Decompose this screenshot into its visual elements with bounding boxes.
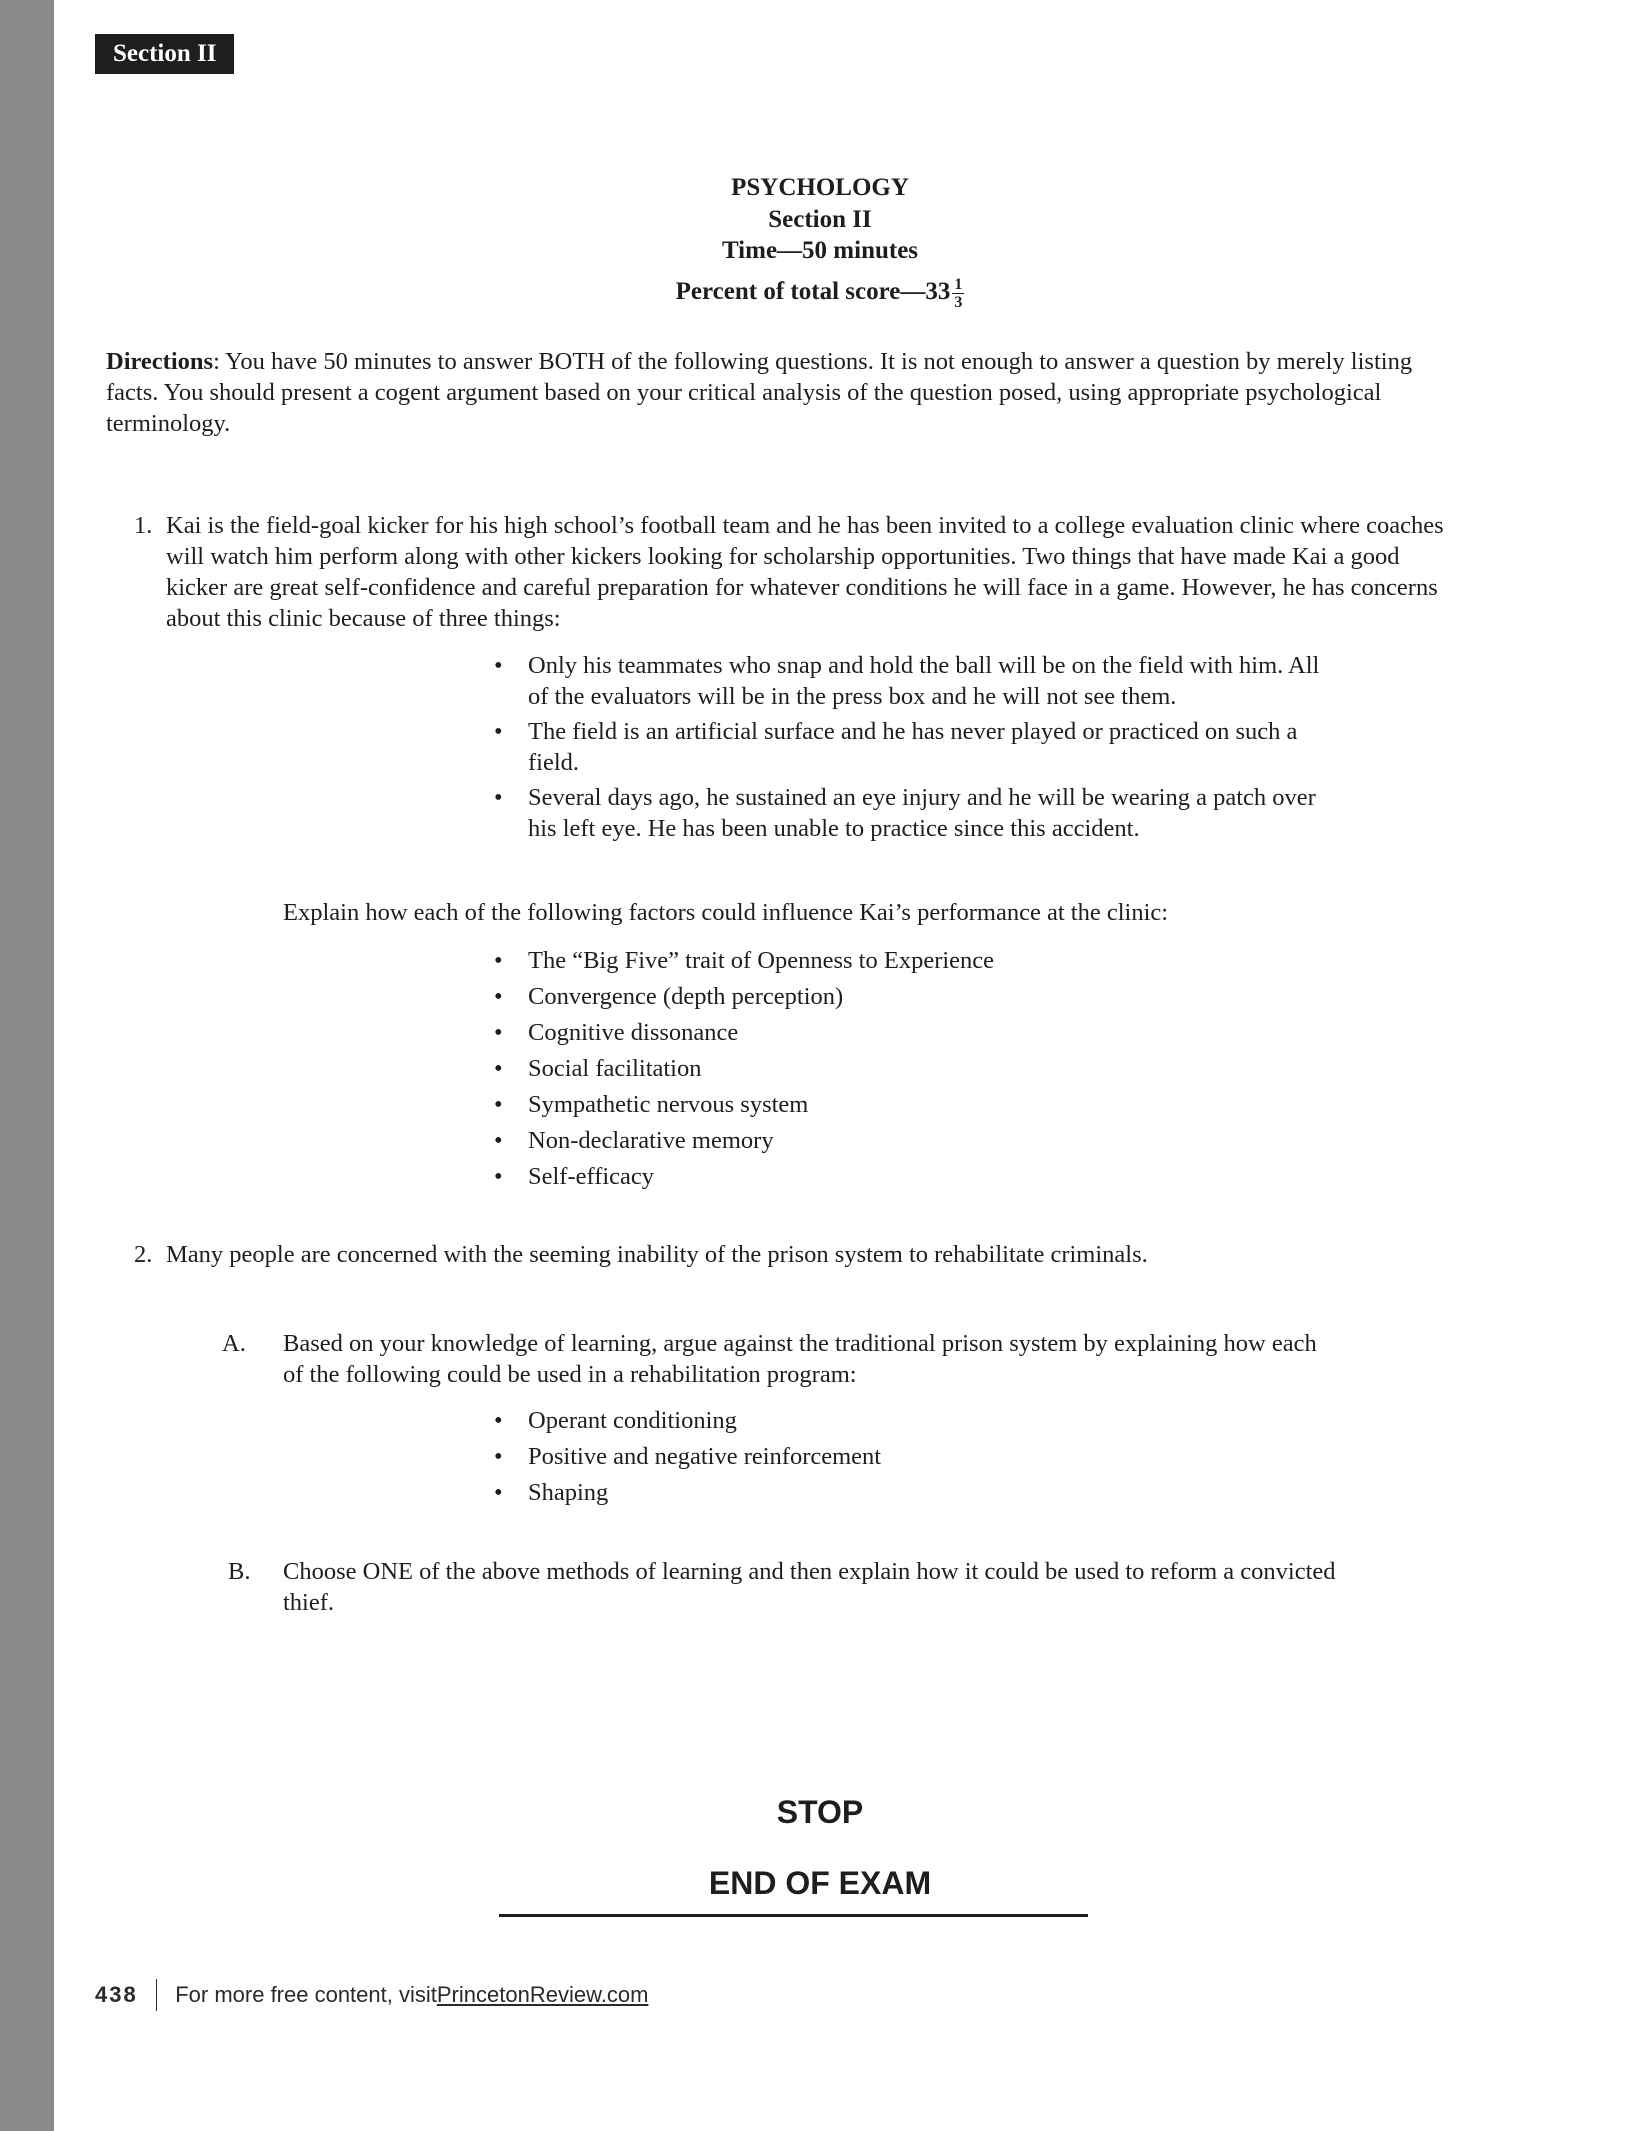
q2-part-b-label: B. <box>228 1558 251 1585</box>
end-of-exam-heading: END OF EXAM <box>708 1865 932 1901</box>
list-item: • Positive and negative reinforcement <box>492 1439 1292 1475</box>
percent-label: Percent of total score—33 <box>675 278 951 306</box>
q2-part-b-text: Choose ONE of the above methods of learning and then explain how it could be used to reform a convicted thief. <box>283 1558 1336 1616</box>
end-rule <box>499 1914 1088 1917</box>
list-item: • Non-declarative memory <box>492 1123 1292 1159</box>
list-item: • Operant conditioning <box>492 1403 1292 1439</box>
subject-heading: PSYCHOLOGY <box>731 174 909 201</box>
stop-heading: STOP <box>776 1794 864 1830</box>
list-item: • Only his teammates who snap and hold the ball will be on the field with him. All of the evaluators will be in the press box and he will not see them. <box>492 650 1342 712</box>
footer-divider <box>156 1979 158 2011</box>
section-heading: Section II <box>768 206 872 233</box>
directions <box>106 346 1466 439</box>
q1-factors-list <box>492 943 1292 1195</box>
q1-prompt: Explain how each of the following factors could influence Kai’s performance at the clinic: <box>283 899 1169 926</box>
directions-label: Directions <box>106 348 214 375</box>
directions-text: : You have 50 minutes to answer BOTH of the following questions. It is not enough to answer a question by merely listing facts. You should present a cogent argument based on your critical analysis of the question posed, using appropriate psychological terminology. <box>106 348 1413 437</box>
list-item: • Cognitive dissonance <box>492 1015 1292 1051</box>
footer-link[interactable]: PrincetonReview.com <box>436 1982 649 2007</box>
fraction-denominator: 3 <box>954 294 963 311</box>
list-item: • The “Big Five” trait of Openness to Experience <box>492 943 1292 979</box>
list-item: • Social facilitation <box>492 1051 1292 1087</box>
page-number: 438 <box>95 1982 138 2007</box>
q2-part-a-list <box>492 1403 1292 1511</box>
list-item: • Convergence (depth perception) <box>492 979 1292 1015</box>
q1-text: Kai is the field-goal kicker for his high school’s football team and he has been invited to a college evaluation clinic where coaches will watch him perform along with other kickers looking for scholarship opportunities. Two things that have made Kai a good kicker are great self-confidence and careful preparation for whatever conditions he will face in a game. However, he has concerns about this clinic because of three things: <box>166 512 1444 632</box>
list-item: • Sympathetic nervous system <box>492 1087 1292 1123</box>
list-item: • Shaping <box>492 1475 1292 1511</box>
q2-part-a-label: A. <box>222 1330 246 1357</box>
fraction <box>952 276 964 311</box>
q2-number: 2. <box>134 1241 153 1268</box>
q1-concerns-list <box>492 650 1342 844</box>
time-heading: Time—50 minutes <box>721 237 919 264</box>
list-item: • Self-efficacy <box>492 1159 1292 1195</box>
q2-text: Many people are concerned with the seeming inability of the prison system to rehabilitate criminals. <box>166 1241 1148 1268</box>
q2-part-a-text: Based on your knowledge of learning, argue against the traditional prison system by explaining how each of the following could be used in a rehabilitation program: <box>283 1330 1317 1388</box>
footer <box>95 1978 648 2012</box>
q1-number: 1. <box>134 512 153 539</box>
list-item: • Several days ago, he sustained an eye injury and he will be wearing a patch over his left eye. He has been unable to practice since this accident. <box>492 782 1342 844</box>
footer-text: For more free content, visit <box>175 1982 437 2007</box>
percent-heading <box>0 276 1640 311</box>
list-item: • The field is an artificial surface and he has never played or practiced on such a field. <box>492 716 1342 778</box>
fraction-numerator: 1 <box>954 276 963 293</box>
section-tab: Section II <box>95 34 234 74</box>
